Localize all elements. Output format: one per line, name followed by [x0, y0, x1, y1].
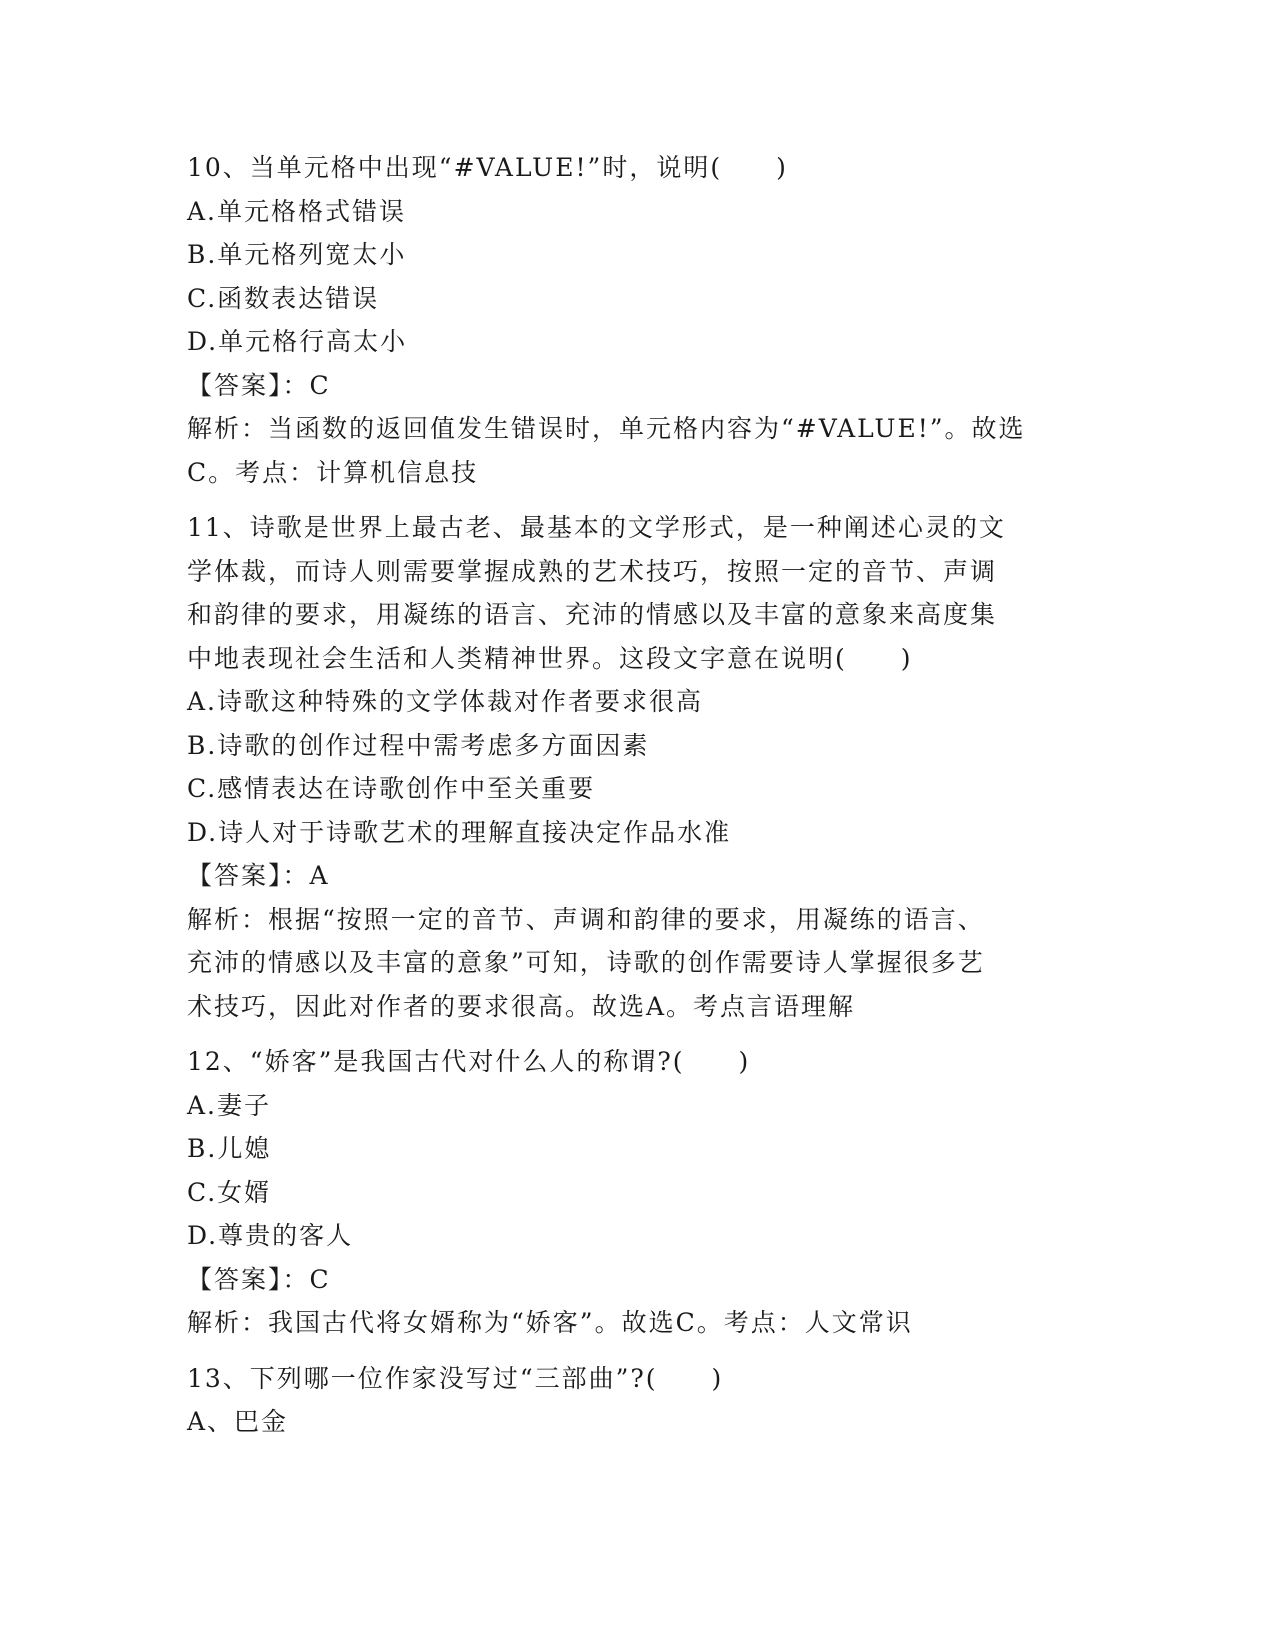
option-a: A、巴金	[187, 1407, 289, 1436]
option-b: B.单元格列宽太小	[187, 240, 407, 269]
question-11	[187, 506, 1087, 1028]
option-c: C.感情表达在诗歌创作中至关重要	[187, 774, 596, 803]
analysis-line: C。考点：计算机信息技	[187, 457, 479, 487]
answer-line: 【答案】：A	[187, 861, 330, 890]
document-page	[187, 146, 1087, 1444]
answer-line: 【答案】：C	[187, 370, 331, 400]
question-13	[187, 1357, 1087, 1444]
answer-line: 【答案】：C	[187, 1264, 331, 1294]
option-d: D.单元格行高太小	[187, 327, 408, 356]
option-d: D.尊贵的客人	[187, 1221, 354, 1250]
question-stem: 13、下列哪一位作家没写过“三部曲”?( )	[187, 1363, 724, 1393]
question-stem: 12、“娇客”是我国古代对什么人的称谓?( )	[187, 1047, 751, 1076]
analysis-line: 解析：当函数的返回值发生错误时，单元格内容为“#VALUE!”。故选	[187, 414, 1026, 443]
option-b: B.诗歌的创作过程中需考虑多方面因素	[187, 730, 650, 760]
question-stem: 11、诗歌是世界上最古老、最基本的文学形式，是一种阐述心灵的文	[187, 513, 1006, 542]
analysis-line: 解析：我国古代将女婿称为“娇客”。故选C。考点：人文常识	[187, 1308, 913, 1337]
analysis-line: 充沛的情感以及丰富的意象”可知，诗歌的创作需要诗人掌握很多艺	[187, 948, 985, 977]
question-12	[187, 1040, 1087, 1345]
analysis-line: 解析：根据“按照一定的音节、声调和韵律的要求，用凝练的语言、	[187, 904, 985, 934]
question-stem: 10、当单元格中出现“#VALUE!”时，说明( )	[187, 153, 788, 182]
option-d: D.诗人对于诗歌艺术的理解直接决定作品水准	[187, 817, 732, 847]
option-b: B.儿媳	[187, 1134, 272, 1163]
option-c: C.女婿	[187, 1177, 272, 1207]
option-a: A.妻子	[187, 1090, 272, 1120]
option-a: A.诗歌这种特殊的文学体裁对作者要求很高	[187, 687, 704, 716]
question-stem: 学体裁，而诗人则需要掌握成熟的艺术技巧，按照一定的音节、声调	[187, 556, 998, 586]
option-c: C.函数表达错误	[187, 283, 380, 313]
question-stem: 和韵律的要求，用凝练的语言、充沛的情感以及丰富的意象来高度集	[187, 600, 998, 629]
option-a: A.单元格格式错误	[187, 196, 407, 226]
question-stem: 中地表现社会生活和人类精神世界。这段文字意在说明( )	[187, 643, 913, 673]
analysis-line: 术技巧，因此对作者的要求很高。故选A。考点言语理解	[187, 991, 856, 1021]
question-10	[187, 146, 1087, 494]
